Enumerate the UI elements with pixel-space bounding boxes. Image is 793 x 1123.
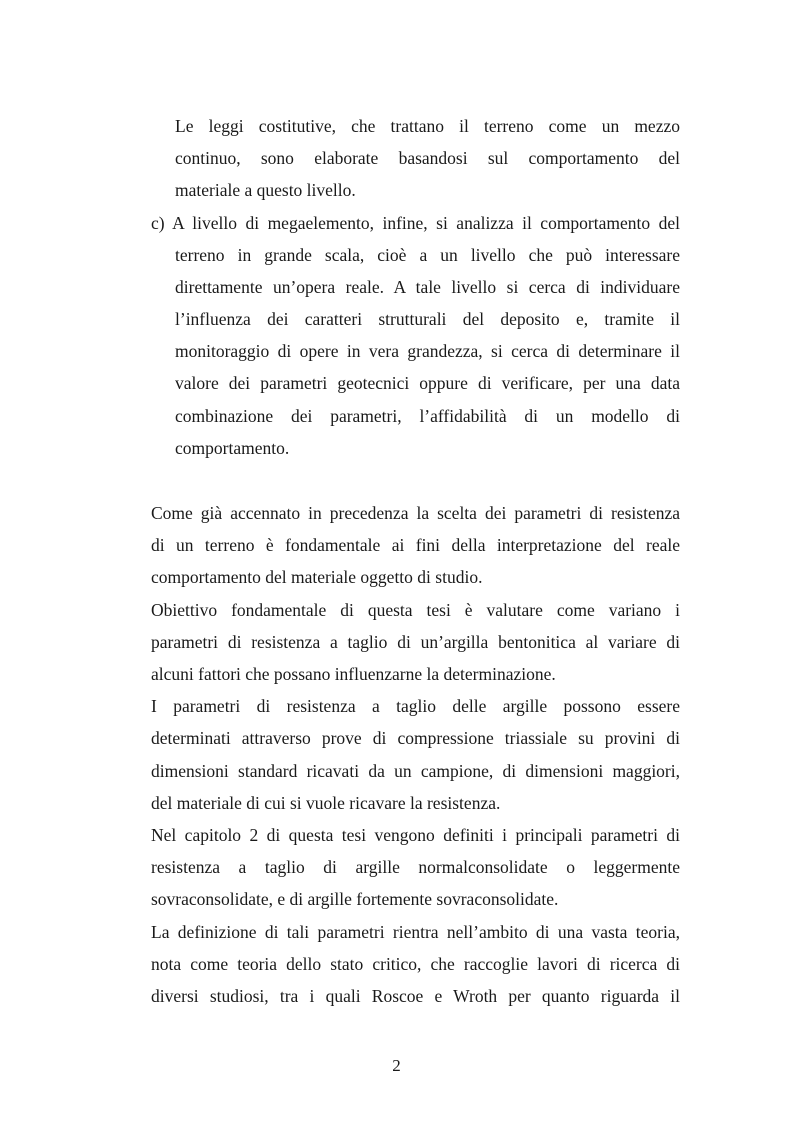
- text-line: comportamento del materiale oggetto di studio.: [151, 567, 483, 587]
- text-line: determinati attraverso prove di compressione triassiale su provini di: [151, 728, 680, 748]
- text-line: dimensioni standard ricavati da un campione, di dimensioni maggiori,: [151, 761, 680, 781]
- text-line: diversi studiosi, tra i quali Roscoe e Wroth per quanto riguarda il: [151, 986, 680, 1006]
- text-line: parametri di resistenza a taglio di un’argilla bentonitica al variare di: [151, 632, 680, 652]
- text-line: nota come teoria dello stato critico, che raccoglie lavori di ricerca di: [151, 954, 680, 974]
- page-number: 2: [392, 1056, 401, 1075]
- text-line: resistenza a taglio di argille normalconsolidate o leggermente: [151, 857, 680, 877]
- text-line: Nel capitolo 2 di questa tesi vengono definiti i principali parametri di: [151, 825, 680, 845]
- text-line: Come già accennato in precedenza la scelta dei parametri di resistenza: [151, 503, 680, 523]
- text-line: di un terreno è fondamentale ai fini della interpretazione del reale: [151, 535, 680, 555]
- text-line: Le leggi costitutive, che trattano il terreno come un mezzo: [175, 116, 680, 136]
- text-line: continuo, sono elaborate basandosi sul comportamento del: [175, 148, 680, 168]
- text-line: materiale a questo livello.: [175, 180, 356, 200]
- text-line: terreno in grande scala, cioè a un livello che può interessare: [175, 245, 680, 265]
- text-line: alcuni fattori che possano influenzarne la determinazione.: [151, 664, 556, 684]
- text-line: combinazione dei parametri, l’affidabilità di un modello di: [175, 406, 680, 426]
- text-line: l’influenza dei caratteri strutturali del deposito e, tramite il: [175, 309, 680, 329]
- text-line: valore dei parametri geotecnici oppure di verificare, per una data: [175, 373, 680, 393]
- text-line: c) A livello di megaelemento, infine, si analizza il comportamento del: [151, 213, 680, 233]
- text-line: del materiale di cui si vuole ricavare la resistenza.: [151, 793, 501, 813]
- text-line: La definizione di tali parametri rientra nell’ambito di una vasta teoria,: [151, 922, 680, 942]
- text-line: direttamente un’opera reale. A tale livello si cerca di individuare: [175, 277, 680, 297]
- text-line: Obiettivo fondamentale di questa tesi è valutare come variano i: [151, 600, 680, 620]
- text-line: comportamento.: [175, 438, 290, 458]
- text-line: sovraconsolidate, e di argille fortemente sovraconsolidate.: [151, 889, 559, 909]
- text-line: I parametri di resistenza a taglio delle argille possono essere: [151, 696, 680, 716]
- text-line: monitoraggio di opere in vera grandezza, si cerca di determinare il: [175, 341, 680, 361]
